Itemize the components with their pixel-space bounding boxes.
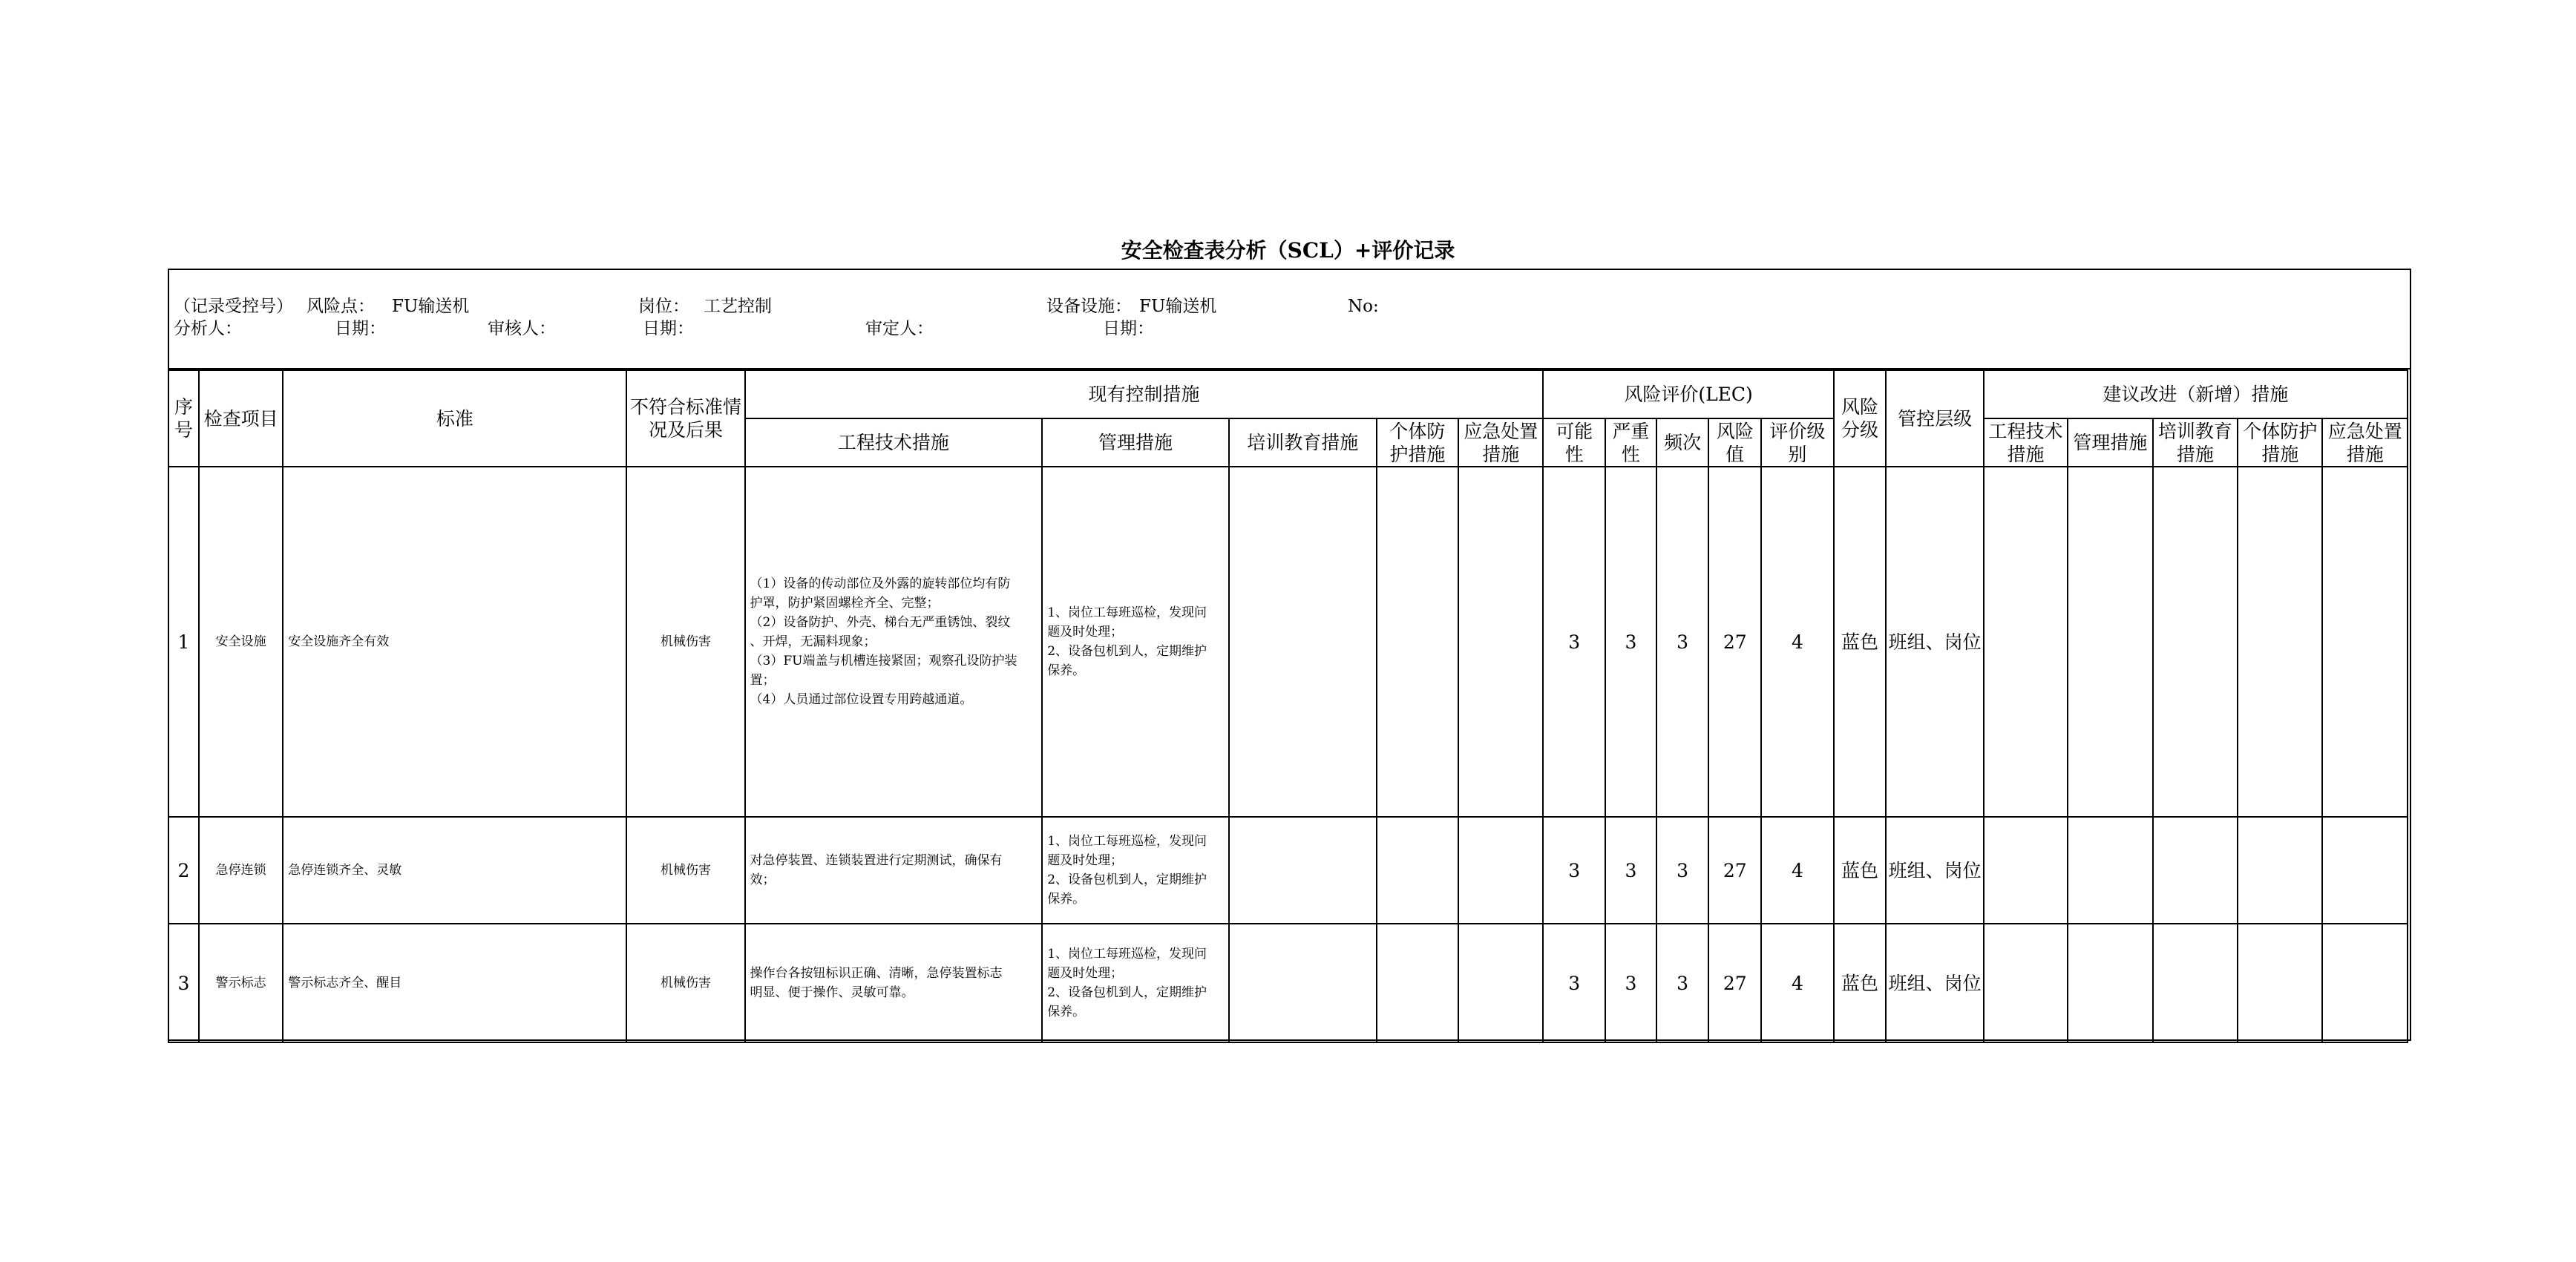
scl-sheet	[168, 269, 2411, 1041]
risk-point-value[interactable]: FU输送机	[392, 297, 470, 316]
row-s-ppe	[2238, 817, 2322, 924]
row-control-level: 班组、岗位	[1886, 924, 1983, 1042]
table-row	[168, 467, 2408, 817]
row-frequency: 3	[1656, 924, 1709, 1042]
row-risk-class: 蓝色	[1834, 817, 1887, 924]
approver-label: 审定人：	[865, 319, 934, 338]
scl-table	[168, 369, 2408, 1043]
row-consequence: 机械伤害	[626, 817, 744, 924]
equipment-value[interactable]: FU输送机	[1139, 297, 1217, 316]
header-risk-class: 风险 分级	[1834, 370, 1887, 467]
header-training: 培训教育措施	[1229, 418, 1377, 467]
row-emergency	[1458, 924, 1543, 1042]
risk-point-label: 风险点：	[307, 297, 375, 316]
row-mgmt-measures: 1、岗位工每班巡检，发现问 题及时处理； 2、设备包机到人，定期维护 保养。	[1042, 817, 1229, 924]
row-training	[1229, 924, 1377, 1042]
header-frequency: 频次	[1656, 418, 1709, 467]
row-frequency: 3	[1656, 817, 1709, 924]
header-severity: 严重 性	[1605, 418, 1656, 467]
header-emergency: 应急处置 措施	[1458, 418, 1543, 467]
row-s-eng	[1984, 817, 2068, 924]
row-item: 急停连锁	[199, 817, 283, 924]
post-label: 岗位：	[638, 297, 689, 316]
row-likelihood: 3	[1543, 817, 1605, 924]
row-training	[1229, 467, 1377, 817]
header-s-ppe: 个体防护 措施	[2238, 418, 2322, 467]
row-control-level: 班组、岗位	[1886, 467, 1983, 817]
row-eng-measures: 操作台各按钮标识正确、清晰，急停装置标志 明显、便于操作、灵敏可靠。	[745, 924, 1043, 1042]
row-consequence: 机械伤害	[626, 924, 744, 1042]
row-grade: 4	[1761, 924, 1834, 1042]
header-control-level: 管控层级	[1886, 370, 1983, 467]
row-severity: 3	[1605, 467, 1656, 817]
row-mgmt-measures: 1、岗位工每班巡检，发现问 题及时处理； 2、设备包机到人，定期维护 保养。	[1042, 924, 1229, 1042]
row-item: 安全设施	[199, 467, 283, 817]
row-frequency: 3	[1656, 467, 1709, 817]
row-s-training	[2153, 817, 2238, 924]
equipment-label: 设备设施：	[1046, 297, 1132, 316]
header-mgmt: 管理措施	[1042, 418, 1229, 467]
row-consequence: 机械伤害	[626, 467, 744, 817]
row-s-mgmt	[2068, 467, 2152, 817]
header-s-eng: 工程技术 措施	[1984, 418, 2068, 467]
row-severity: 3	[1605, 924, 1656, 1042]
row-s-eng	[1984, 924, 2068, 1042]
analyst-label: 分析人：	[174, 319, 242, 338]
row-emergency	[1458, 817, 1543, 924]
row-control-level: 班组、岗位	[1886, 817, 1983, 924]
row-ppe	[1377, 817, 1458, 924]
row-seq: 1	[168, 467, 199, 817]
header-ppe: 个体防 护措施	[1377, 418, 1458, 467]
row-eng-measures: （1）设备的传动部位及外露的旋转部位均有防 护罩，防护紧固螺栓齐全、完整； （2）设备防护、外壳、梯台无严重锈蚀、裂纹 、开焊，无漏料现象； （3）FU端盖与机槽连接紧固；观察孔设防护装 置； （4）人员通过部位设置专用跨越通道。	[745, 467, 1043, 817]
row-s-emergency	[2322, 924, 2408, 1042]
row-ppe	[1377, 467, 1458, 817]
record-no-label: （记录受控号）	[174, 297, 293, 316]
row-risk-value: 27	[1708, 817, 1761, 924]
header-risk-value: 风险 值	[1708, 418, 1761, 467]
table-row	[168, 817, 2408, 924]
no-label: No:	[1348, 297, 1379, 316]
header-lec: 风险评价(LEC)	[1543, 370, 1833, 418]
header-s-emergency: 应急处置 措施	[2322, 418, 2408, 467]
row-likelihood: 3	[1543, 467, 1605, 817]
header-s-mgmt: 管理措施	[2068, 418, 2152, 467]
row-item: 警示标志	[199, 924, 283, 1042]
reviewer-label: 审核人：	[488, 319, 556, 338]
row-s-emergency	[2322, 467, 2408, 817]
post-value[interactable]: 工艺控制	[704, 297, 772, 316]
header-likelihood: 可能 性	[1543, 418, 1605, 467]
date1-label: 日期：	[335, 319, 386, 338]
row-standard: 警示标志齐全、醒目	[283, 924, 626, 1042]
row-risk-value: 27	[1708, 924, 1761, 1042]
row-ppe	[1377, 924, 1458, 1042]
header-seq: 序号	[168, 370, 199, 467]
page-title: 安全检查表分析（SCL）+评价记录	[1121, 238, 1455, 263]
row-seq: 3	[168, 924, 199, 1042]
row-grade: 4	[1761, 467, 1834, 817]
row-s-emergency	[2322, 817, 2408, 924]
row-mgmt-measures: 1、岗位工每班巡检，发现问 题及时处理； 2、设备包机到人，定期维护 保养。	[1042, 467, 1229, 817]
header-standard: 标准	[283, 370, 626, 467]
row-likelihood: 3	[1543, 924, 1605, 1042]
row-risk-class: 蓝色	[1834, 924, 1887, 1042]
row-s-ppe	[2238, 924, 2322, 1042]
row-training	[1229, 817, 1377, 924]
row-eng-measures: 对急停装置、连锁装置进行定期测试，确保有 效；	[745, 817, 1043, 924]
row-standard: 安全设施齐全有效	[283, 467, 626, 817]
date2-label: 日期：	[643, 319, 694, 338]
row-s-training	[2153, 924, 2238, 1042]
header-item: 检查项目	[199, 370, 283, 467]
row-s-mgmt	[2068, 924, 2152, 1042]
date3-label: 日期：	[1103, 319, 1154, 338]
row-s-training	[2153, 467, 2238, 817]
header-existing-controls: 现有控制措施	[745, 370, 1544, 418]
row-grade: 4	[1761, 817, 1834, 924]
row-standard: 急停连锁齐全、灵敏	[283, 817, 626, 924]
row-s-eng	[1984, 467, 2068, 817]
table-row	[168, 924, 2408, 1042]
header-suggested-measures: 建议改进（新增）措施	[1984, 370, 2408, 418]
header-eng: 工程技术措施	[745, 418, 1043, 467]
row-risk-value: 27	[1708, 467, 1761, 817]
header-nonconformance: 不符合标准情 况及后果	[626, 370, 744, 467]
header-s-training: 培训教育 措施	[2153, 418, 2238, 467]
header-grade: 评价级 别	[1761, 418, 1834, 467]
record-info	[169, 270, 2410, 369]
row-s-ppe	[2238, 467, 2322, 817]
row-seq: 2	[168, 817, 199, 924]
row-severity: 3	[1605, 817, 1656, 924]
row-s-mgmt	[2068, 817, 2152, 924]
row-emergency	[1458, 467, 1543, 817]
row-risk-class: 蓝色	[1834, 467, 1887, 817]
